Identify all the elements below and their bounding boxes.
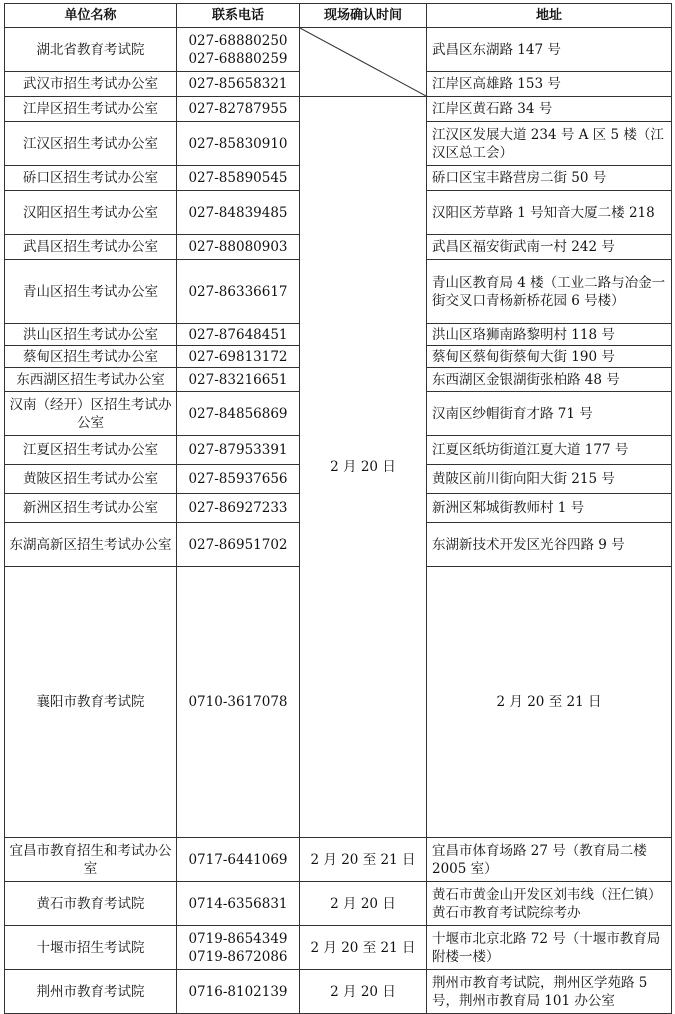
address: 江岸区黄石路 34 号 [427,97,672,122]
phone: 027-84856869 [177,392,300,436]
address: 黄陂区前川街向阳大街 215 号 [427,465,672,494]
phone-cell [177,28,300,72]
table-row [5,28,672,72]
unit-name: 汉南（经开）区招生考试办公室 [5,392,177,436]
unit-name: 东湖高新区招生考试办公室 [5,523,177,567]
phone: 027-85890545 [177,166,300,191]
address: 硚口区宝丰路营房二街 50 号 [427,166,672,191]
confirm-time: 2 月 20 至 21 日 [427,567,672,838]
address: 洪山区珞狮南路黎明村 118 号 [427,324,672,346]
table-row [5,838,672,882]
unit-name: 东西湖区招生考试办公室 [5,368,177,392]
address: 汉阳区芳草路 1 号知音大厦二楼 218 [427,191,672,235]
empty-diagonal-cell [300,28,427,97]
unit-name: 江汉区招生考试办公室 [5,122,177,166]
diagonal-line [300,28,426,96]
address: 荆州市教育考试院，荆州区学苑路 5 号，荆州市教育局 101 办公室 [427,970,672,1014]
phone: 027-85830910 [177,122,300,166]
table-row [5,882,672,926]
address: 江汉区发展大道 234 号 A 区 5 楼（江汉区总工会） [427,122,672,166]
unit-name: 洪山区招生考试办公室 [5,324,177,346]
unit-name: 汉阳区招生考试办公室 [5,191,177,235]
phone: 027-86927233 [177,494,300,523]
unit-name: 武汉市招生考试办公室 [5,72,177,97]
address: 汉南区纱帽街育才路 71 号 [427,392,672,436]
address: 东湖新技术开发区光谷四路 9 号 [427,523,672,567]
phone: 027-68880259 [188,50,288,67]
address: 青山区教育局 4 楼（工业二路与冶金一街交叉口青杨新桥花园 6 号楼） [427,260,672,324]
unit-name: 湖北省教育考试院 [5,28,177,72]
phone: 0716-8102139 [177,970,300,1014]
address: 蔡甸区蔡甸街蔡甸大街 190 号 [427,346,672,368]
table-row [5,970,672,1014]
phone: 027-68880250 [188,32,288,49]
phone: 0719-8654349 [188,930,288,947]
unit-name: 江夏区招生考试办公室 [5,436,177,465]
phone: 0710-3617078 [177,567,300,838]
table-row [5,926,672,970]
confirm-time: 2 月 20 至 21 日 [300,926,427,970]
address: 东西湖区金银湖街张柏路 48 号 [427,368,672,392]
address: 武昌区福安街武南一村 242 号 [427,235,672,260]
table-row [5,97,672,122]
phone: 027-83216651 [177,368,300,392]
phone: 027-87953391 [177,436,300,465]
unit-name: 襄阳市教育考试院 [5,567,177,838]
address: 武昌区东湖路 147 号 [427,28,672,72]
unit-name: 江岸区招生考试办公室 [5,97,177,122]
unit-name: 青山区招生考试办公室 [5,260,177,324]
unit-name: 武昌区招生考试办公室 [5,235,177,260]
unit-name: 宜昌市教育招生和考试办公室 [5,838,177,882]
unit-name: 蔡甸区招生考试办公室 [5,346,177,368]
unit-name: 十堰市招生考试院 [5,926,177,970]
phone: 0719-8672086 [188,948,288,965]
header-row [5,4,672,28]
phone: 027-86951702 [177,523,300,567]
address: 宜昌市体育场路 27 号（教育局二楼 2005 室） [427,838,672,882]
phone: 027-85658321 [177,72,300,97]
header-address: 地址 [427,4,672,28]
phone: 027-84839485 [177,191,300,235]
phone: 027-85937656 [177,465,300,494]
unit-name: 黄陂区招生考试办公室 [5,465,177,494]
address: 黄石市黄金山开发区刘韦线（汪仁镇）黄石市教育考试院综考办 [427,882,672,926]
phone: 027-87648451 [177,324,300,346]
phone: 0717-6441069 [177,838,300,882]
address: 江岸区高雄路 153 号 [427,72,672,97]
address: 十堰市北京北路 72 号（十堰市教育局附楼一楼） [427,926,672,970]
unit-name: 硚口区招生考试办公室 [5,166,177,191]
phone: 027-69813172 [177,346,300,368]
confirm-time: 2 月 20 日 [300,970,427,1014]
phone: 027-88080903 [177,235,300,260]
phone: 027-86336617 [177,260,300,324]
confirm-time-merged: 2 月 20 日 [300,97,427,838]
unit-name: 荆州市教育考试院 [5,970,177,1014]
contact-table [4,3,672,1014]
header-time: 现场确认时间 [300,4,427,28]
unit-name: 新洲区招生考试办公室 [5,494,177,523]
confirm-time: 2 月 20 至 21 日 [300,838,427,882]
header-phone: 联系电话 [177,4,300,28]
confirm-time: 2 月 20 日 [300,882,427,926]
address: 江夏区纸坊街道江夏大道 177 号 [427,436,672,465]
phone: 0714-6356831 [177,882,300,926]
phone: 027-82787955 [177,97,300,122]
phone-cell [177,926,300,970]
header-name: 单位名称 [5,4,177,28]
unit-name: 黄石市教育考试院 [5,882,177,926]
address: 新洲区邾城街教师村 1 号 [427,494,672,523]
